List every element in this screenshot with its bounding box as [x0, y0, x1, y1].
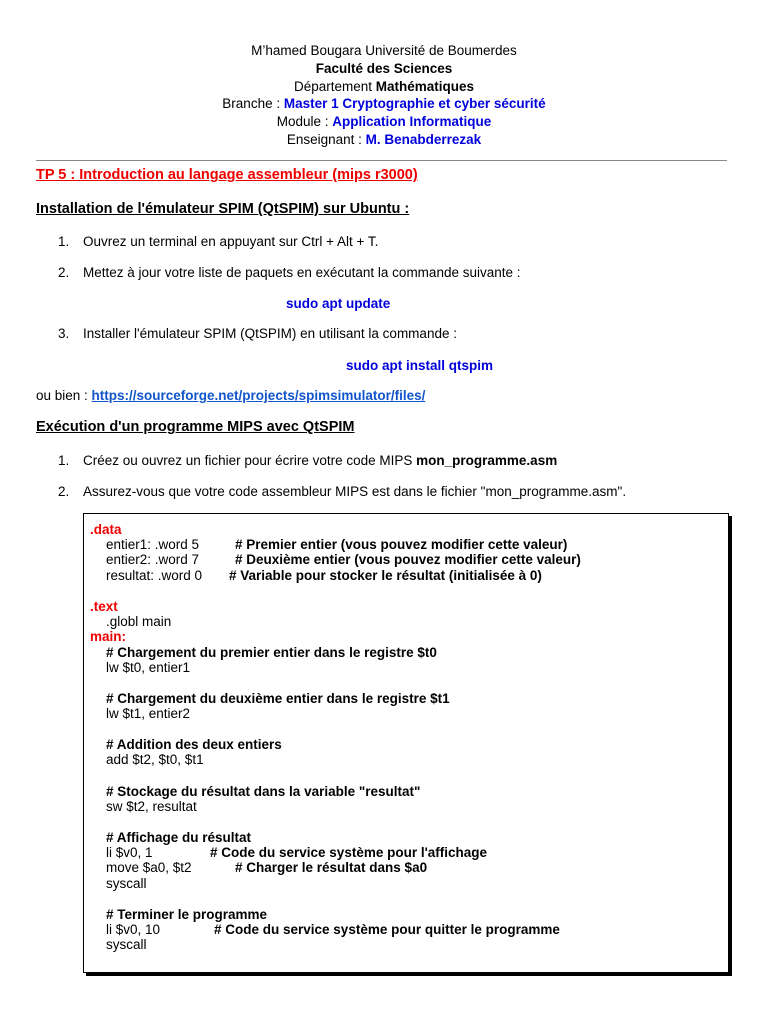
module-label: Module :: [276, 114, 333, 129]
tp-title: TP 5 : Introduction au langage assembleur (mips r3000): [36, 167, 418, 183]
code-resultat: resultat: .word 0: [106, 568, 203, 583]
department-label: Département: [293, 79, 376, 94]
module-line: [0, 113, 768, 131]
exec-step-1-filename: mon_programme.asm: [416, 453, 558, 468]
exec-step-1-num: 1.: [58, 453, 70, 468]
code-comment-exit: # Terminer le programme: [106, 907, 268, 922]
code-li-v0-1: li $v0, 1: [106, 845, 153, 860]
teacher-label: Enseignant :: [286, 132, 366, 147]
exec-step-2-text: Assurez-vous que votre code assembleur MIPS est dans le fichier "mon_programme.asm".: [83, 484, 627, 499]
install-step-3-text: Installer l'émulateur SPIM (QtSPIM) en utilisant la commande :: [83, 326, 457, 341]
teacher-value: M. Benabderrezak: [365, 132, 482, 147]
university-name: M’hamed Bougara Université de Boumerdes: [251, 43, 517, 58]
code-comment-print: # Affichage du résultat: [106, 830, 252, 845]
department-line: [0, 78, 768, 96]
cmd-install: sudo apt install qtspim: [346, 358, 494, 373]
code-comment-add: # Addition des deux entiers: [106, 737, 282, 752]
code-li-v0-1-comment: # Code du service système pour l'affichage: [210, 845, 488, 860]
branch-value: Master 1 Cryptographie et cyber sécurité: [283, 96, 546, 111]
install-step-3-num: 3.: [58, 326, 70, 341]
install-step-1-num: 1.: [58, 234, 70, 249]
code-entier2-comment: # Deuxième entier (vous pouvez modifier cette valeur): [235, 552, 581, 567]
code-box: [83, 513, 729, 973]
code-entier1: entier1: .word 5: [106, 537, 200, 552]
install-step-2-num: 2.: [58, 265, 70, 280]
code-li-v0-10: li $v0, 10: [106, 922, 161, 937]
exec-step-1-desc: Créez ou ouvrez un fichier pour écrire votre code MIPS: [83, 453, 417, 468]
install-step-2-text: Mettez à jour votre liste de paquets en exécutant la commande suivante :: [83, 265, 521, 280]
teacher-line: [0, 131, 768, 149]
faculty-name: Faculté des Sciences: [315, 61, 453, 76]
code-syscall-2: syscall: [106, 937, 147, 952]
install-heading: Installation de l'émulateur SPIM (QtSPIM) sur Ubuntu :: [36, 201, 410, 217]
code-add: add $t2, $t0, $t1: [106, 752, 204, 767]
code-move-comment: # Charger le résultat dans $a0: [235, 860, 428, 875]
code-syscall-1: syscall: [106, 876, 147, 891]
cmd-update: sudo apt update: [286, 296, 391, 311]
alt-download-line: [36, 388, 425, 403]
code-entier2: entier2: .word 7: [106, 552, 200, 567]
header-divider: [36, 160, 727, 161]
branch-line: [0, 95, 768, 113]
code-comment-store: # Stockage du résultat dans la variable "resultat": [106, 784, 421, 799]
branch-label: Branche :: [222, 96, 284, 111]
alt-label: ou bien :: [36, 388, 92, 403]
code-move: move $a0, $t2: [106, 860, 192, 875]
code-comment-load2: # Chargement du deuxième entier dans le registre $t1: [106, 691, 450, 706]
code-data-directive: .data: [90, 522, 122, 537]
install-step-1-text: Ouvrez un terminal en appuyant sur Ctrl + Alt + T.: [83, 234, 379, 249]
code-lw-t1: lw $t1, entier2: [106, 706, 191, 721]
exec-step-2-num: 2.: [58, 484, 70, 499]
department-value: Mathématiques: [375, 79, 475, 94]
code-text-directive: .text: [90, 599, 118, 614]
code-sw: sw $t2, resultat: [106, 799, 197, 814]
code-lw-t0: lw $t0, entier1: [106, 660, 191, 675]
exec-heading: Exécution d'un programme MIPS avec QtSPIM: [36, 419, 355, 435]
code-resultat-comment: # Variable pour stocker le résultat (initialisée à 0): [229, 568, 542, 583]
code-li-v0-10-comment: # Code du service système pour quitter le programme: [214, 922, 560, 937]
code-main-label: main:: [90, 629, 127, 644]
module-value: Application Informatique: [332, 114, 492, 129]
code-comment-load1: # Chargement du premier entier dans le registre $t0: [106, 645, 437, 660]
sourceforge-link[interactable]: https://sourceforge.net/projects/spimsimulator/files/: [91, 388, 426, 403]
exec-step-1-text: [83, 453, 557, 468]
code-globl: .globl main: [106, 614, 172, 629]
code-entier1-comment: # Premier entier (vous pouvez modifier cette valeur): [235, 537, 568, 552]
